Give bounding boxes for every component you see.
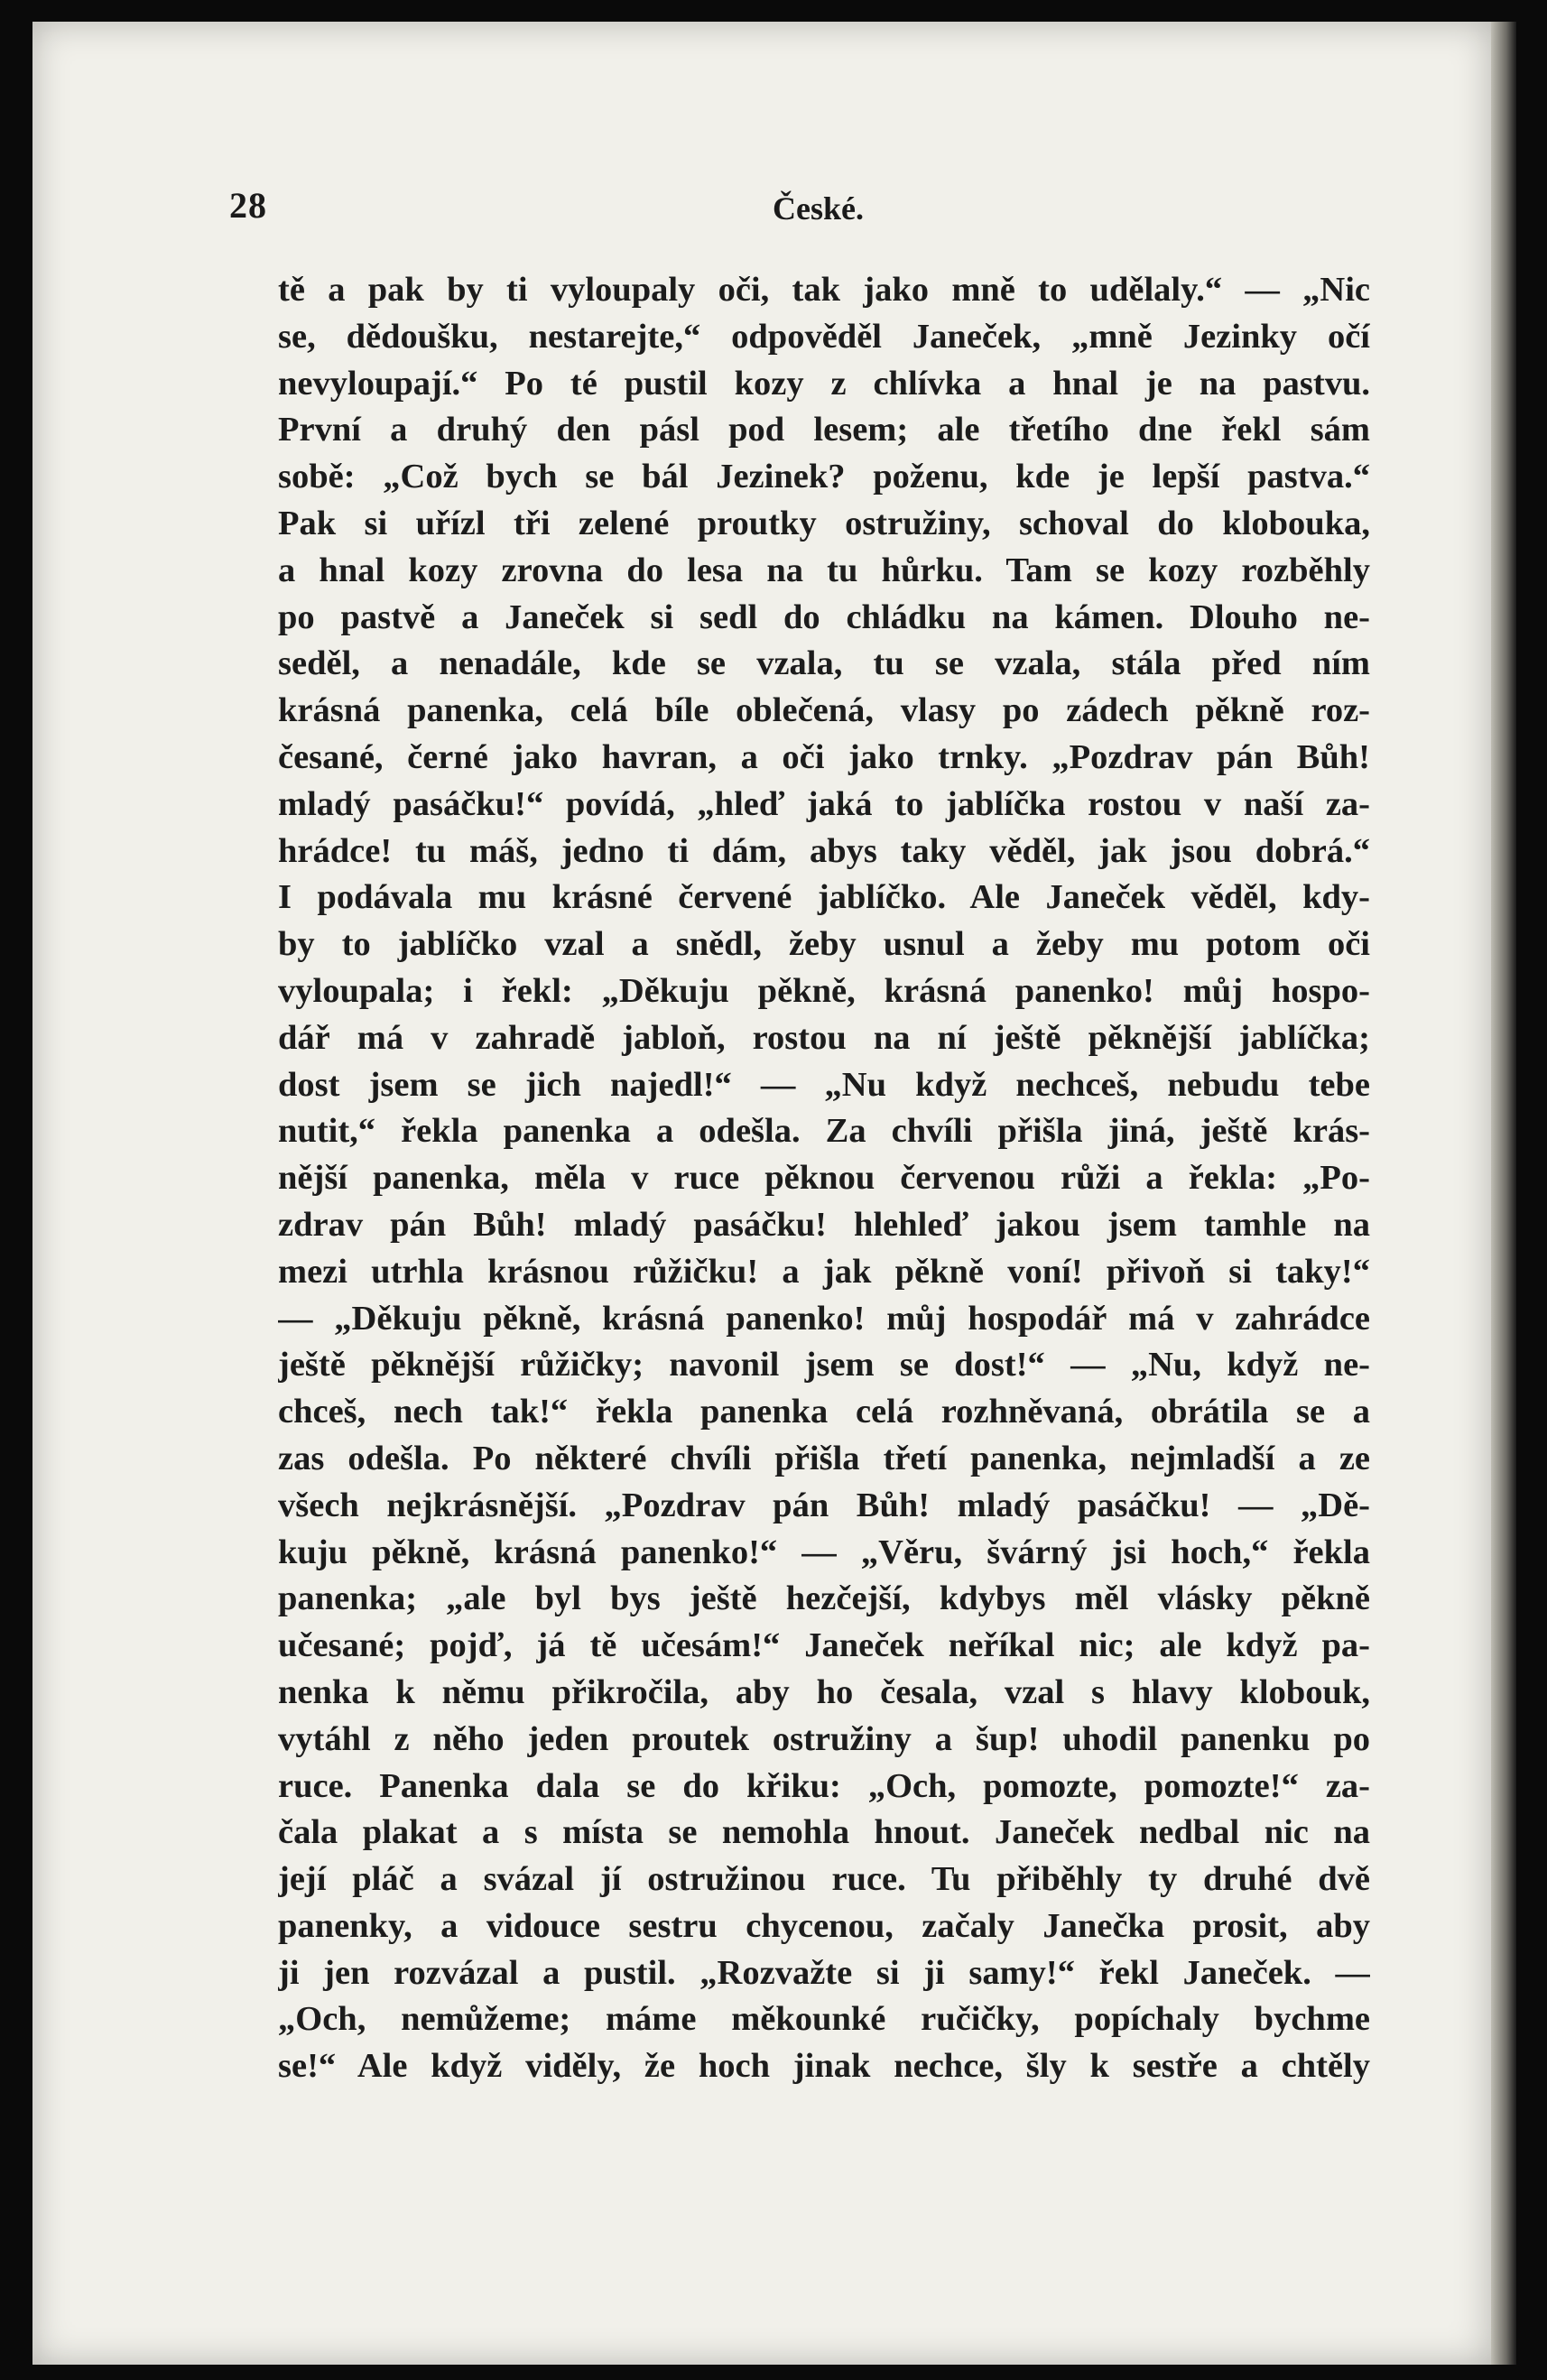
text-line: nevyloupají.“ Po té pustil kozy z chlívka a hnal je na pastvu.: [278, 364, 1370, 403]
text-line: panenky, a vidouce sestru chycenou, začaly Janečka prosit, aby: [278, 1906, 1370, 1945]
text-line: vytáhl z něho jeden proutek ostružiny a šup! uhodil panenku po: [278, 1719, 1370, 1758]
text-line: hrádce! tu máš, jedno ti dám, abys taky věděl, jak jsou dobrá.“: [278, 831, 1370, 870]
text-line: po pastvě a Janeček si sedl do chládku na kámen. Dlouho ne-: [278, 597, 1370, 636]
text-line: seděl, a nenadále, kde se vzala, tu se vzala, stála před ním: [278, 644, 1370, 683]
text-line: mezi utrhla krásnou růžičku! a jak pěkně voní! přivoň si taky!“: [278, 1252, 1370, 1291]
text-line: její pláč a svázal jí ostružinou ruce. Tu přiběhly ty druhé dvě: [278, 1860, 1370, 1899]
text-line: „Och, nemůžeme; máme měkounké ručičky, popíchaly bychme: [278, 2000, 1370, 2039]
text-line: vyloupala; i řekl: „Děkuju pěkně, krásná panenko! můj hospo-: [278, 971, 1370, 1010]
text-line: ruce. Panenka dala se do křiku: „Och, pomozte, pomozte!“ za-: [278, 1766, 1370, 1805]
text-line: čala plakat a s místa se nemohla hnout. Janeček nedbal nic na: [278, 1813, 1370, 1852]
text-line: všech nejkrásnější. „Pozdrav pán Bůh! mladý pasáčku! — „Dě-: [278, 1486, 1370, 1524]
text-line: sobě: „Což bych se bál Jezinek? poženu, kde je lepší pastva.“: [278, 458, 1370, 496]
text-line: se!“ Ale když viděly, že hoch jinak nechce, šly k sestře a chtěly: [278, 2047, 1370, 2086]
text-line: mladý pasáčku!“ povídá, „hleď jaká to jablíčka rostou v naší za-: [278, 784, 1370, 823]
running-head: České.: [773, 190, 864, 227]
text-line: nutit,“ řekla panenka a odešla. Za chvíli přišla jiná, ještě krás-: [278, 1112, 1370, 1151]
text-line: se, dědoušku, nestarejte,“ odpověděl Janeček, „mně Jezinky očí: [278, 317, 1370, 356]
text-line: by to jablíčko vzal a snědl, žeby usnul a žeby mu potom oči: [278, 925, 1370, 964]
text-line: česané, černé jako havran, a oči jako trnky. „Pozdrav pán Bůh!: [278, 737, 1370, 776]
text-line: ještě pěknější růžičky; navonil jsem se dost!“ — „Nu, když ne-: [278, 1346, 1370, 1384]
text-line: nější panenka, měla v ruce pěknou červenou růži a řekla: „Po-: [278, 1159, 1370, 1198]
text-line: panenka; „ale byl bys ještě hezčejší, kdybys měl vlásky pěkně: [278, 1579, 1370, 1618]
text-line: chceš, nech tak!“ řekla panenka celá rozhněvaná, obrátila se a: [278, 1393, 1370, 1431]
text-line: nenka k němu přikročila, aby ho česala, vzal s hlavy klobouk,: [278, 1672, 1370, 1711]
text-line: Pak si uřízl tři zelené proutky ostružiny, schoval do klobouka,: [278, 504, 1370, 542]
body-text: [278, 267, 1370, 2090]
text-line: učesané; pojď, já tě učesám!“ Janeček neříkal nic; ale když pa-: [278, 1626, 1370, 1665]
text-line: a hnal kozy zrovna do lesa na tu hůrku. Tam se kozy rozběhly: [278, 551, 1370, 589]
text-line: tě a pak by ti vyloupaly oči, tak jako mně to udělaly.“ — „Nic: [278, 271, 1370, 309]
text-line: zas odešla. Po některé chvíli přišla třetí panenka, nejmladší a ze: [278, 1439, 1370, 1477]
page-header: [32, 184, 1491, 238]
text-line: — „Děkuju pěkně, krásná panenko! můj hospodář má v zahrádce: [278, 1299, 1370, 1338]
text-line: První a druhý den pásl pod lesem; ale třetího dne řekl sám: [278, 411, 1370, 449]
text-line: krásná panenka, celá bíle oblečená, vlasy po zádech pěkně roz-: [278, 691, 1370, 730]
text-line: zdrav pán Bůh! mladý pasáčku! hlehleď jakou jsem tamhle na: [278, 1205, 1370, 1244]
text-line: ji jen rozvázal a pustil. „Rozvažte si ji samy!“ řekl Janeček. —: [278, 1953, 1370, 1992]
text-line: dost jsem se jich najedl!“ — „Nu když nechceš, nebudu tebe: [278, 1065, 1370, 1104]
page-edge-shadow: [1491, 22, 1516, 2365]
book-page: [32, 22, 1491, 2365]
text-line: I podávala mu krásné červené jablíčko. Ale Janeček věděl, kdy-: [278, 878, 1370, 917]
text-line: kuju pěkně, krásná panenko!“ — „Věru, švárný jsi hoch,“ řekla: [278, 1533, 1370, 1571]
text-line: dář má v zahradě jabloň, rostou na ní ještě pěknější jablíčka;: [278, 1018, 1370, 1057]
page-number: 28: [229, 185, 267, 226]
